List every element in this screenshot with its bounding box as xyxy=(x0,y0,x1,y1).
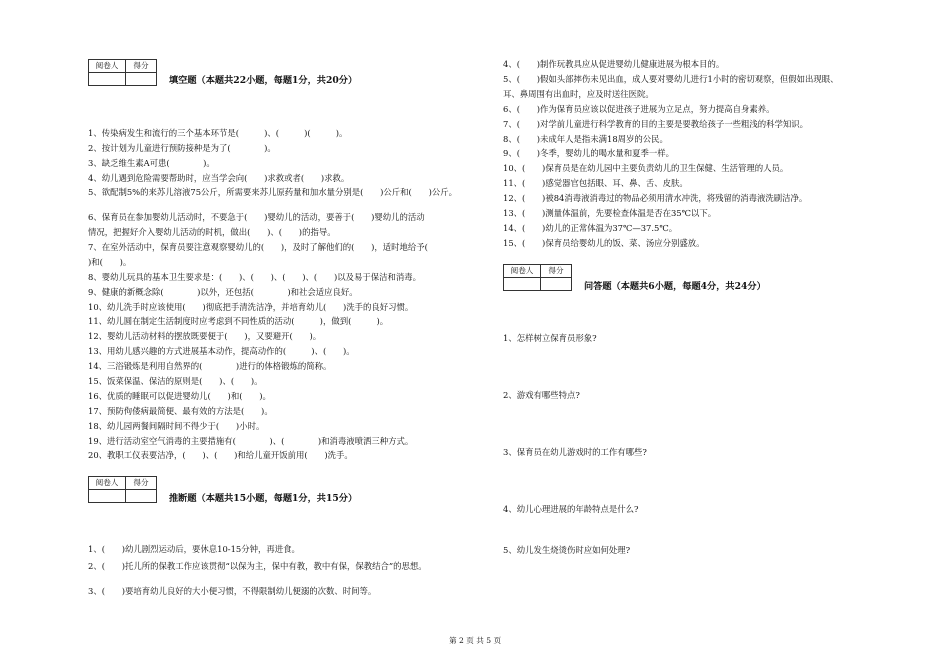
score-cell[interactable] xyxy=(126,73,157,86)
judge-item: 6、( )作为保育员应该以促进孩子进展为立足点，努力提高自身素养。 xyxy=(503,104,775,114)
judge-item: 15、( )保育员给婴幼儿的饭、菜、汤应分别盛放。 xyxy=(503,238,705,248)
fill-item: 18、幼儿园两餐间隔时间不得少于( )小时。 xyxy=(88,421,265,431)
judge-item: 12、( )被84消毒液消毒过的物品必须用清水冲洗，将残留的消毒液洗刷洁净。 xyxy=(503,193,808,203)
reviewer-label: 阅卷人 xyxy=(89,60,126,73)
judge-item: 1、( )幼儿剧烈运动后，要休息10-15分钟，再进食。 xyxy=(88,544,300,554)
fill-item: 情况，把握好介入婴幼儿活动的时机，做出( )、( )的指导。 xyxy=(88,227,336,237)
fill-item: 20、教职工仪表要洁净，( )、( )和给儿童开饭前用( )洗手。 xyxy=(88,450,353,460)
page-number: 第 2 页 共 5 页 xyxy=(448,636,502,645)
reviewer-cell[interactable] xyxy=(89,490,126,503)
fill-item: 11、幼儿圆在制定生活制度时应考虑到不同性质的活动( )，做到( )。 xyxy=(88,316,389,326)
fill-item: 16、优质的睡眠可以促进婴幼儿( )和( )。 xyxy=(88,391,271,401)
qa-item: 5、幼儿发生烧烫伤时应如何处理? xyxy=(503,545,631,555)
score-label: 得分 xyxy=(126,477,157,490)
judge-item: 耳、鼻周围有出血时，应及时送往医院。 xyxy=(503,89,654,99)
score-box-judge xyxy=(88,476,157,503)
fill-item: 6、保育员在参加婴幼儿活动时，不要急于( )婴幼儿的活动，要善于( )婴幼儿的活动 xyxy=(88,212,425,222)
fill-item: 15、饭菜保温、保洁的原则是( )、( )。 xyxy=(88,376,263,386)
reviewer-label: 阅卷人 xyxy=(504,265,541,278)
fill-item: )和( )。 xyxy=(88,257,132,267)
fill-item: 12、婴幼儿活动材料的摆放既要便于( )，又要避开( )。 xyxy=(88,331,322,341)
fill-item: 17、预防佝偻病最简便、最有效的方法是( )。 xyxy=(88,406,273,416)
reviewer-cell[interactable] xyxy=(89,73,126,86)
fill-item: 2、按计划为儿童进行预防接种是为了( )。 xyxy=(88,143,276,153)
qa-item: 3、保育员在幼儿游戏时的工作有哪些? xyxy=(503,447,647,457)
fill-item: 19、进行活动室空气消毒的主要措施有( )、( )和消毒液喷洒三种方式。 xyxy=(88,436,414,446)
judge-item: 11、( )感觉器官包括眼、耳、鼻、舌、皮肤。 xyxy=(503,178,688,188)
score-label: 得分 xyxy=(126,60,157,73)
fill-item: 7、在室外活动中，保育员要注意观察婴幼儿的( )，及时了解他们的( )，适时地给予( xyxy=(88,242,428,252)
judge-item: 10、( )保育员是在幼儿园中主要负责幼儿的卫生保健、生活管理的人员。 xyxy=(503,163,789,173)
fill-item: 9、健康的新概念除( )以外，还包括( )和社会适应良好。 xyxy=(88,287,358,297)
reviewer-cell[interactable] xyxy=(504,278,541,291)
judge-section-title: 推断题（本题共15小题，每题1分，共15分） xyxy=(169,493,358,504)
judge-item: 13、( )测量体温前，先要检查体温是否在35℃以下。 xyxy=(503,208,717,218)
fill-item: 4、幼儿遇到危险需要帮助时，应当学会向( )求救或者( )求救。 xyxy=(88,173,350,183)
reviewer-label: 阅卷人 xyxy=(89,477,126,490)
judge-item: 5、( )假如头部摔伤未见出血，成人要对婴幼儿进行1小时的密切观察，但假如出现眼、 xyxy=(503,74,839,84)
judge-item: 14、( )幼儿的正常体温为37℃—37.5℃。 xyxy=(503,223,678,233)
fill-item: 14、三浴锻炼是利用自然界的( )进行的体格锻炼的简称。 xyxy=(88,361,332,371)
fill-item: 8、婴幼儿玩具的基本卫生要求是：( )、( )、( )、( )以及易于保洁和消毒。 xyxy=(88,272,421,282)
score-cell[interactable] xyxy=(126,490,157,503)
qa-section-title: 问答题（本题共6小题，每题4分，共24分） xyxy=(584,281,766,292)
fill-item: 10、幼儿洗手时应该使用( )彻底把手清洗洁净，并培育幼儿( )洗手的良好习惯。 xyxy=(88,302,414,312)
fill-item: 5、欲配制5%的来苏儿溶液75公斤，所需要来苏儿原药量和加水量分别是( )公斤和( )公斤。 xyxy=(88,187,457,197)
fill-item: 1、传染病发生和流行的三个基本环节是( )、( )( )。 xyxy=(88,128,348,138)
score-label: 得分 xyxy=(541,265,572,278)
score-box-qa xyxy=(503,264,572,291)
judge-item: 4、( )制作玩教具应从促进婴幼儿健康进展为根本目的。 xyxy=(503,59,725,69)
fill-item: 13、用幼儿感兴趣的方式进展基本动作，提高动作的( )、( )。 xyxy=(88,346,355,356)
judge-item: 8、( )未成年人是指未满18周岁的公民。 xyxy=(503,134,668,144)
judge-item: 3、( )要培育幼儿良好的大小便习惯，不得限制幼儿便溺的次数、时间等。 xyxy=(88,586,377,596)
qa-item: 2、游戏有哪些特点? xyxy=(503,390,580,400)
judge-item: 9、( )冬季，婴幼儿的喝水量和夏季一样。 xyxy=(503,148,674,158)
fill-item: 3、缺乏维生素A可患( )。 xyxy=(88,158,215,168)
judge-item: 2、( )托儿所的保教工作应该贯彻“以保为主，保中有教，教中有保，保教结合”的思想。 xyxy=(88,561,427,571)
qa-item: 1、怎样树立保育员形象? xyxy=(503,333,597,343)
judge-item: 7、( )对学前儿童进行科学教育的目的主要是要教给孩子一些粗浅的科学知识。 xyxy=(503,119,808,129)
score-box-fill xyxy=(88,59,157,86)
score-cell[interactable] xyxy=(541,278,572,291)
qa-item: 4、幼儿心理进展的年龄特点是什么? xyxy=(503,504,639,514)
fill-section-title: 填空题（本题共22小题，每题1分，共20分） xyxy=(169,75,358,86)
